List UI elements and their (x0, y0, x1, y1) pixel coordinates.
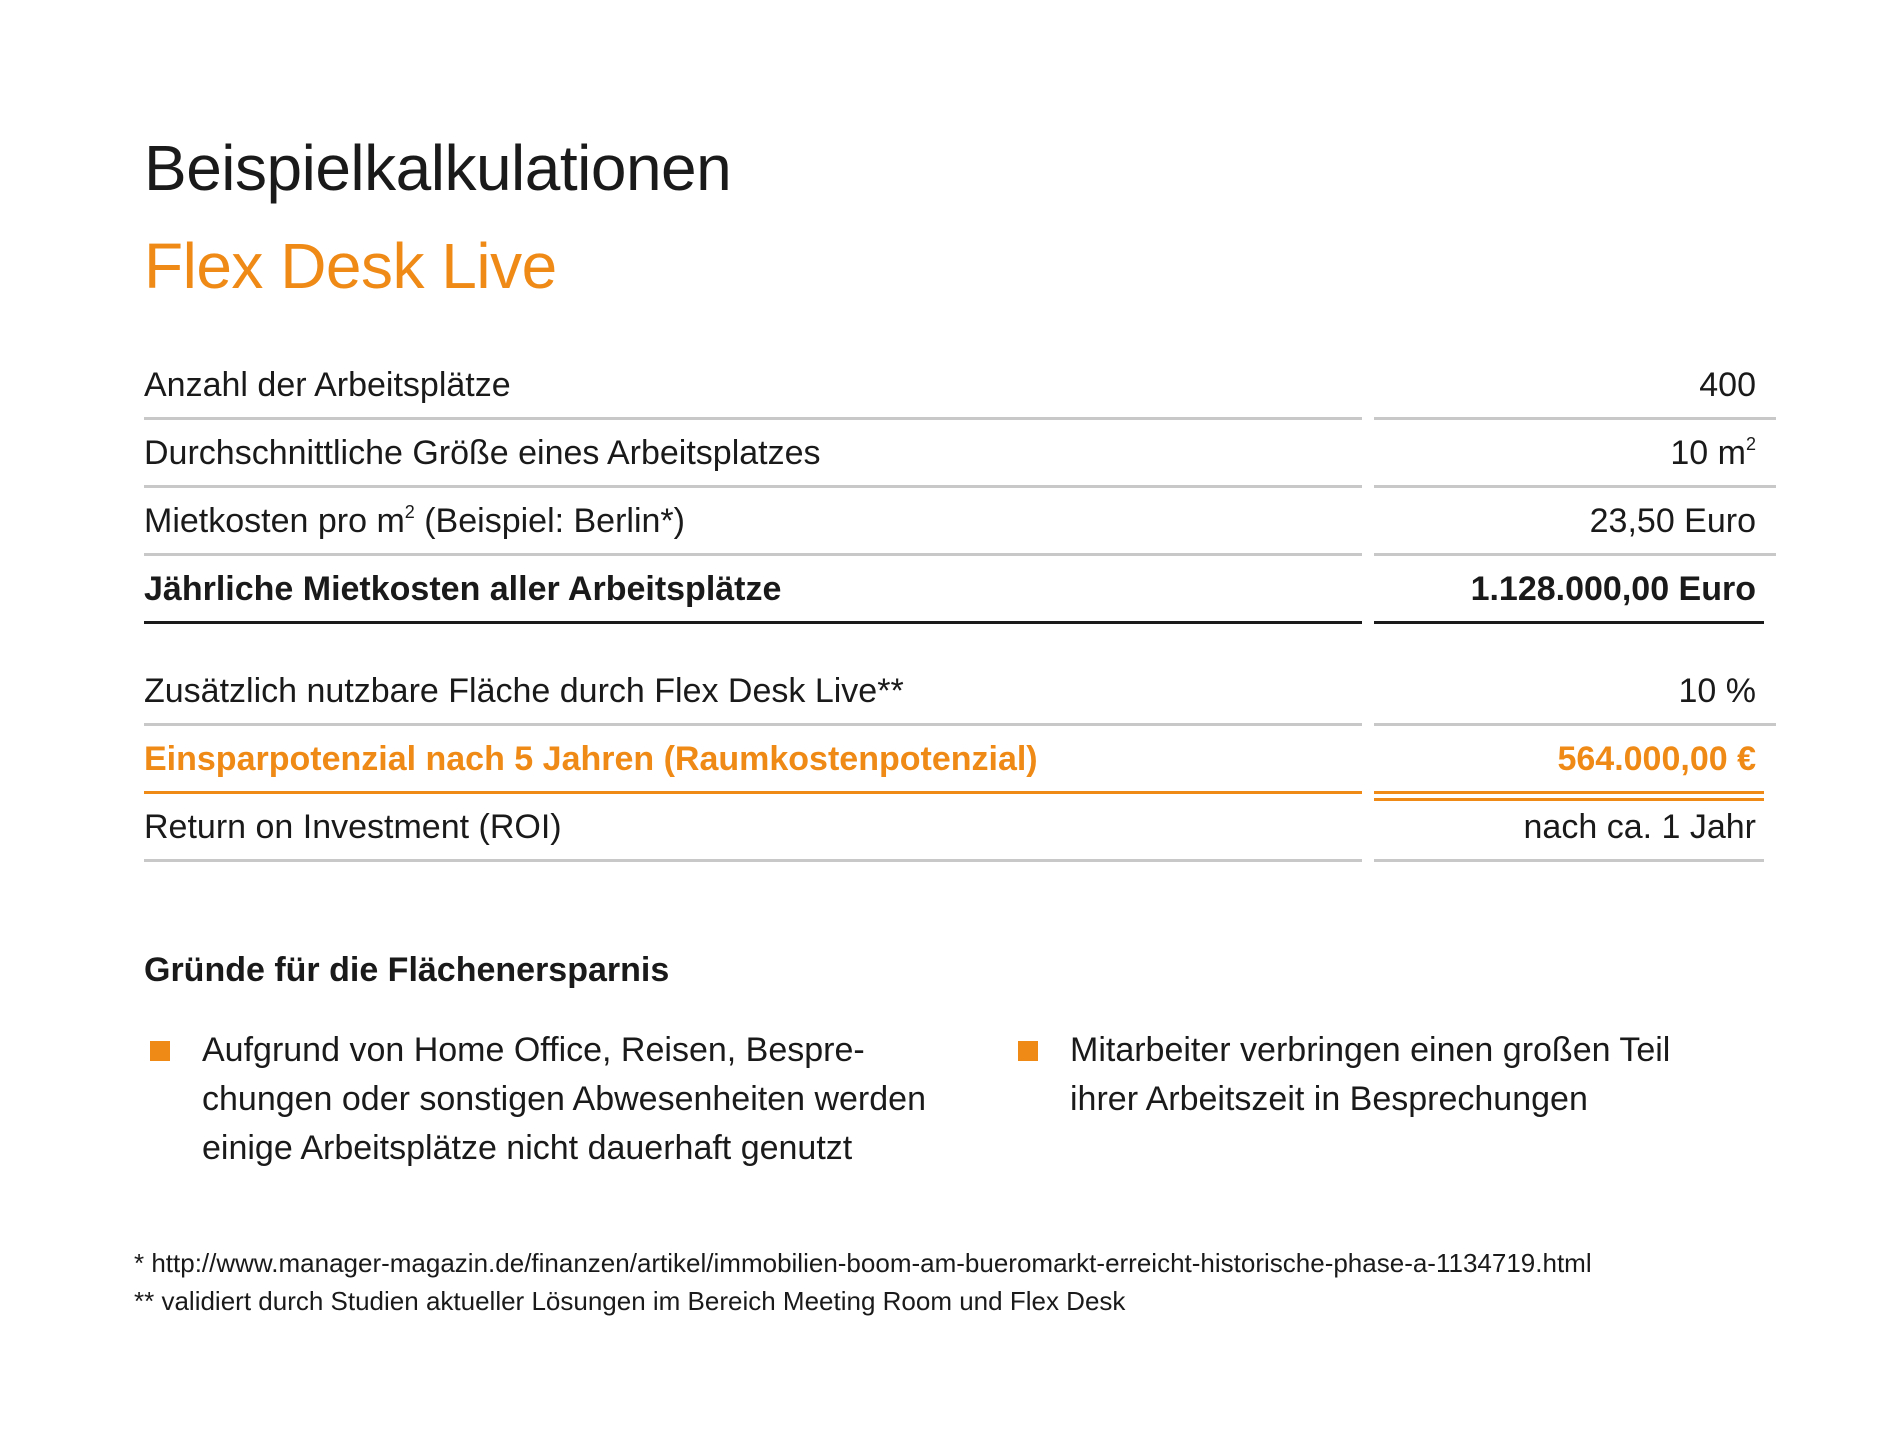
orange-square-bullet-icon (150, 1041, 170, 1061)
table-row-savings-potential (144, 726, 1776, 794)
list-item-text (202, 1026, 982, 1173)
text-line: einige Arbeitsplätze nicht dauerhaft genutzt (202, 1129, 853, 1167)
row-label: Jährliche Mietkosten aller Arbeitsplätze (144, 570, 782, 608)
text-line: Aufgrund von Home Office, Reisen, Bespre- (202, 1031, 865, 1069)
row-value-main: 10 m (1670, 434, 1746, 472)
orange-square-bullet-icon (1018, 1041, 1038, 1061)
row-value: 1.128.000,00 Euro (1470, 570, 1756, 608)
row-label: Einsparpotenzial nach 5 Jahren (Raumkostenpotenzial) (144, 740, 1038, 778)
list-item-text (1070, 1026, 1770, 1124)
row-value: nach ca. 1 Jahr (1523, 808, 1756, 846)
table-row-roi (144, 794, 1776, 862)
superscript: 2 (1745, 434, 1756, 454)
superscript: 2 (404, 502, 415, 522)
table-row-rent-per-sqm (144, 488, 1776, 556)
row-label: Anzahl der Arbeitsplätze (144, 366, 511, 404)
row-label-post: (Beispiel: Berlin*) (414, 502, 685, 540)
table-row-workplace-size (144, 420, 1776, 488)
row-label-pre: Mietkosten pro m (144, 502, 405, 540)
footnotes (134, 1244, 1592, 1320)
text-line: ihrer Arbeitszeit in Besprechungen (1070, 1080, 1588, 1118)
calculation-table (144, 352, 1776, 862)
footnote-source-link[interactable]: * http://www.manager-magazin.de/finanzen/artikel/immobilien-boom-am-bueromarkt-erreicht-historische-phase-a-1134719.html (134, 1248, 1592, 1278)
table-row-annual-rent-total (144, 556, 1776, 624)
row-divider (144, 621, 1362, 624)
page-title: Beispielkalkulationen (144, 132, 732, 204)
text-line: Mitarbeiter verbringen einen großen Teil (1070, 1031, 1671, 1069)
row-divider (1374, 859, 1764, 862)
row-value (1670, 420, 1756, 486)
row-divider (1374, 621, 1764, 624)
reasons-heading: Gründe für die Flächenersparnis (144, 951, 670, 989)
row-value: 400 (1699, 366, 1756, 404)
text-line: chungen oder sonstigen Abwesenheiten werden (202, 1080, 926, 1118)
row-label: Durchschnittliche Größe eines Arbeitsplatzes (144, 434, 821, 472)
table-row-workplaces (144, 352, 1776, 420)
table-row-additional-space (144, 658, 1776, 726)
row-value: 564.000,00 € (1557, 740, 1756, 778)
row-value: 10 % (1678, 672, 1756, 710)
row-value: 23,50 Euro (1589, 502, 1756, 540)
row-divider (144, 859, 1362, 862)
row-label: Return on Investment (ROI) (144, 808, 562, 846)
footnote-validation: ** validiert durch Studien aktueller Lösungen im Bereich Meeting Room und Flex Desk (134, 1286, 1126, 1316)
row-label: Zusätzlich nutzbare Fläche durch Flex Desk Live** (144, 672, 904, 710)
row-label (144, 488, 685, 554)
page-subtitle: Flex Desk Live (144, 230, 557, 302)
